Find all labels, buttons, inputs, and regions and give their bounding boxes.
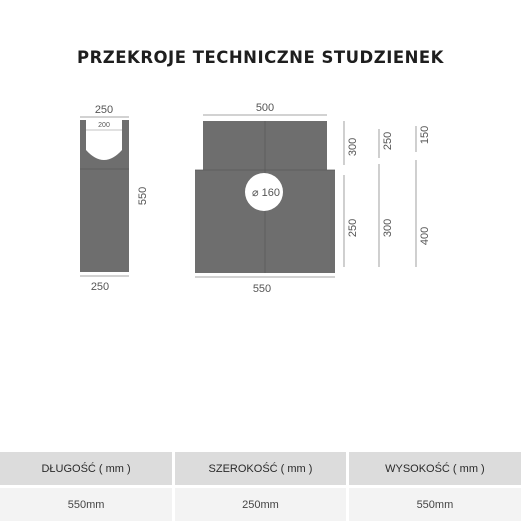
dimensions-table xyxy=(0,452,521,521)
height-set-2-lower-label: 400 xyxy=(419,226,431,246)
side-view-body xyxy=(80,120,129,272)
front-view xyxy=(195,102,359,295)
hole-diameter-label: ⌀ 160 xyxy=(251,187,281,199)
header-length: DŁUGOŚĆ ( mm ) xyxy=(0,452,174,487)
side-top-width-label: 250 xyxy=(94,104,114,116)
front-bottom-width-label: 550 xyxy=(252,283,272,295)
table-row xyxy=(0,487,521,521)
header-width: SZEROKOŚĆ ( mm ) xyxy=(174,452,348,487)
page-title: PRZEKROJE TECHNICZNE STUDZIENEK xyxy=(77,48,444,67)
side-bottom-width-label: 250 xyxy=(90,281,110,293)
front-lower-height-label: 250 xyxy=(347,218,359,238)
table-header-row xyxy=(0,452,521,487)
value-height: 550mm xyxy=(347,487,521,521)
value-length: 550mm xyxy=(0,487,174,521)
side-view xyxy=(80,104,149,293)
side-inner-width-label: 200 xyxy=(98,122,110,129)
height-set-1-upper-label: 250 xyxy=(382,131,394,151)
height-set-1-lower-label: 300 xyxy=(382,218,394,238)
height-set-2-upper-label: 150 xyxy=(419,125,431,145)
side-height-label: 550 xyxy=(137,186,149,206)
front-top-width-label: 500 xyxy=(255,102,275,114)
value-width: 250mm xyxy=(174,487,348,521)
height-set-1 xyxy=(379,129,394,267)
front-upper-height-label: 300 xyxy=(347,137,359,157)
height-set-2 xyxy=(416,126,431,267)
header-height: WYSOKOŚĆ ( mm ) xyxy=(347,452,521,487)
